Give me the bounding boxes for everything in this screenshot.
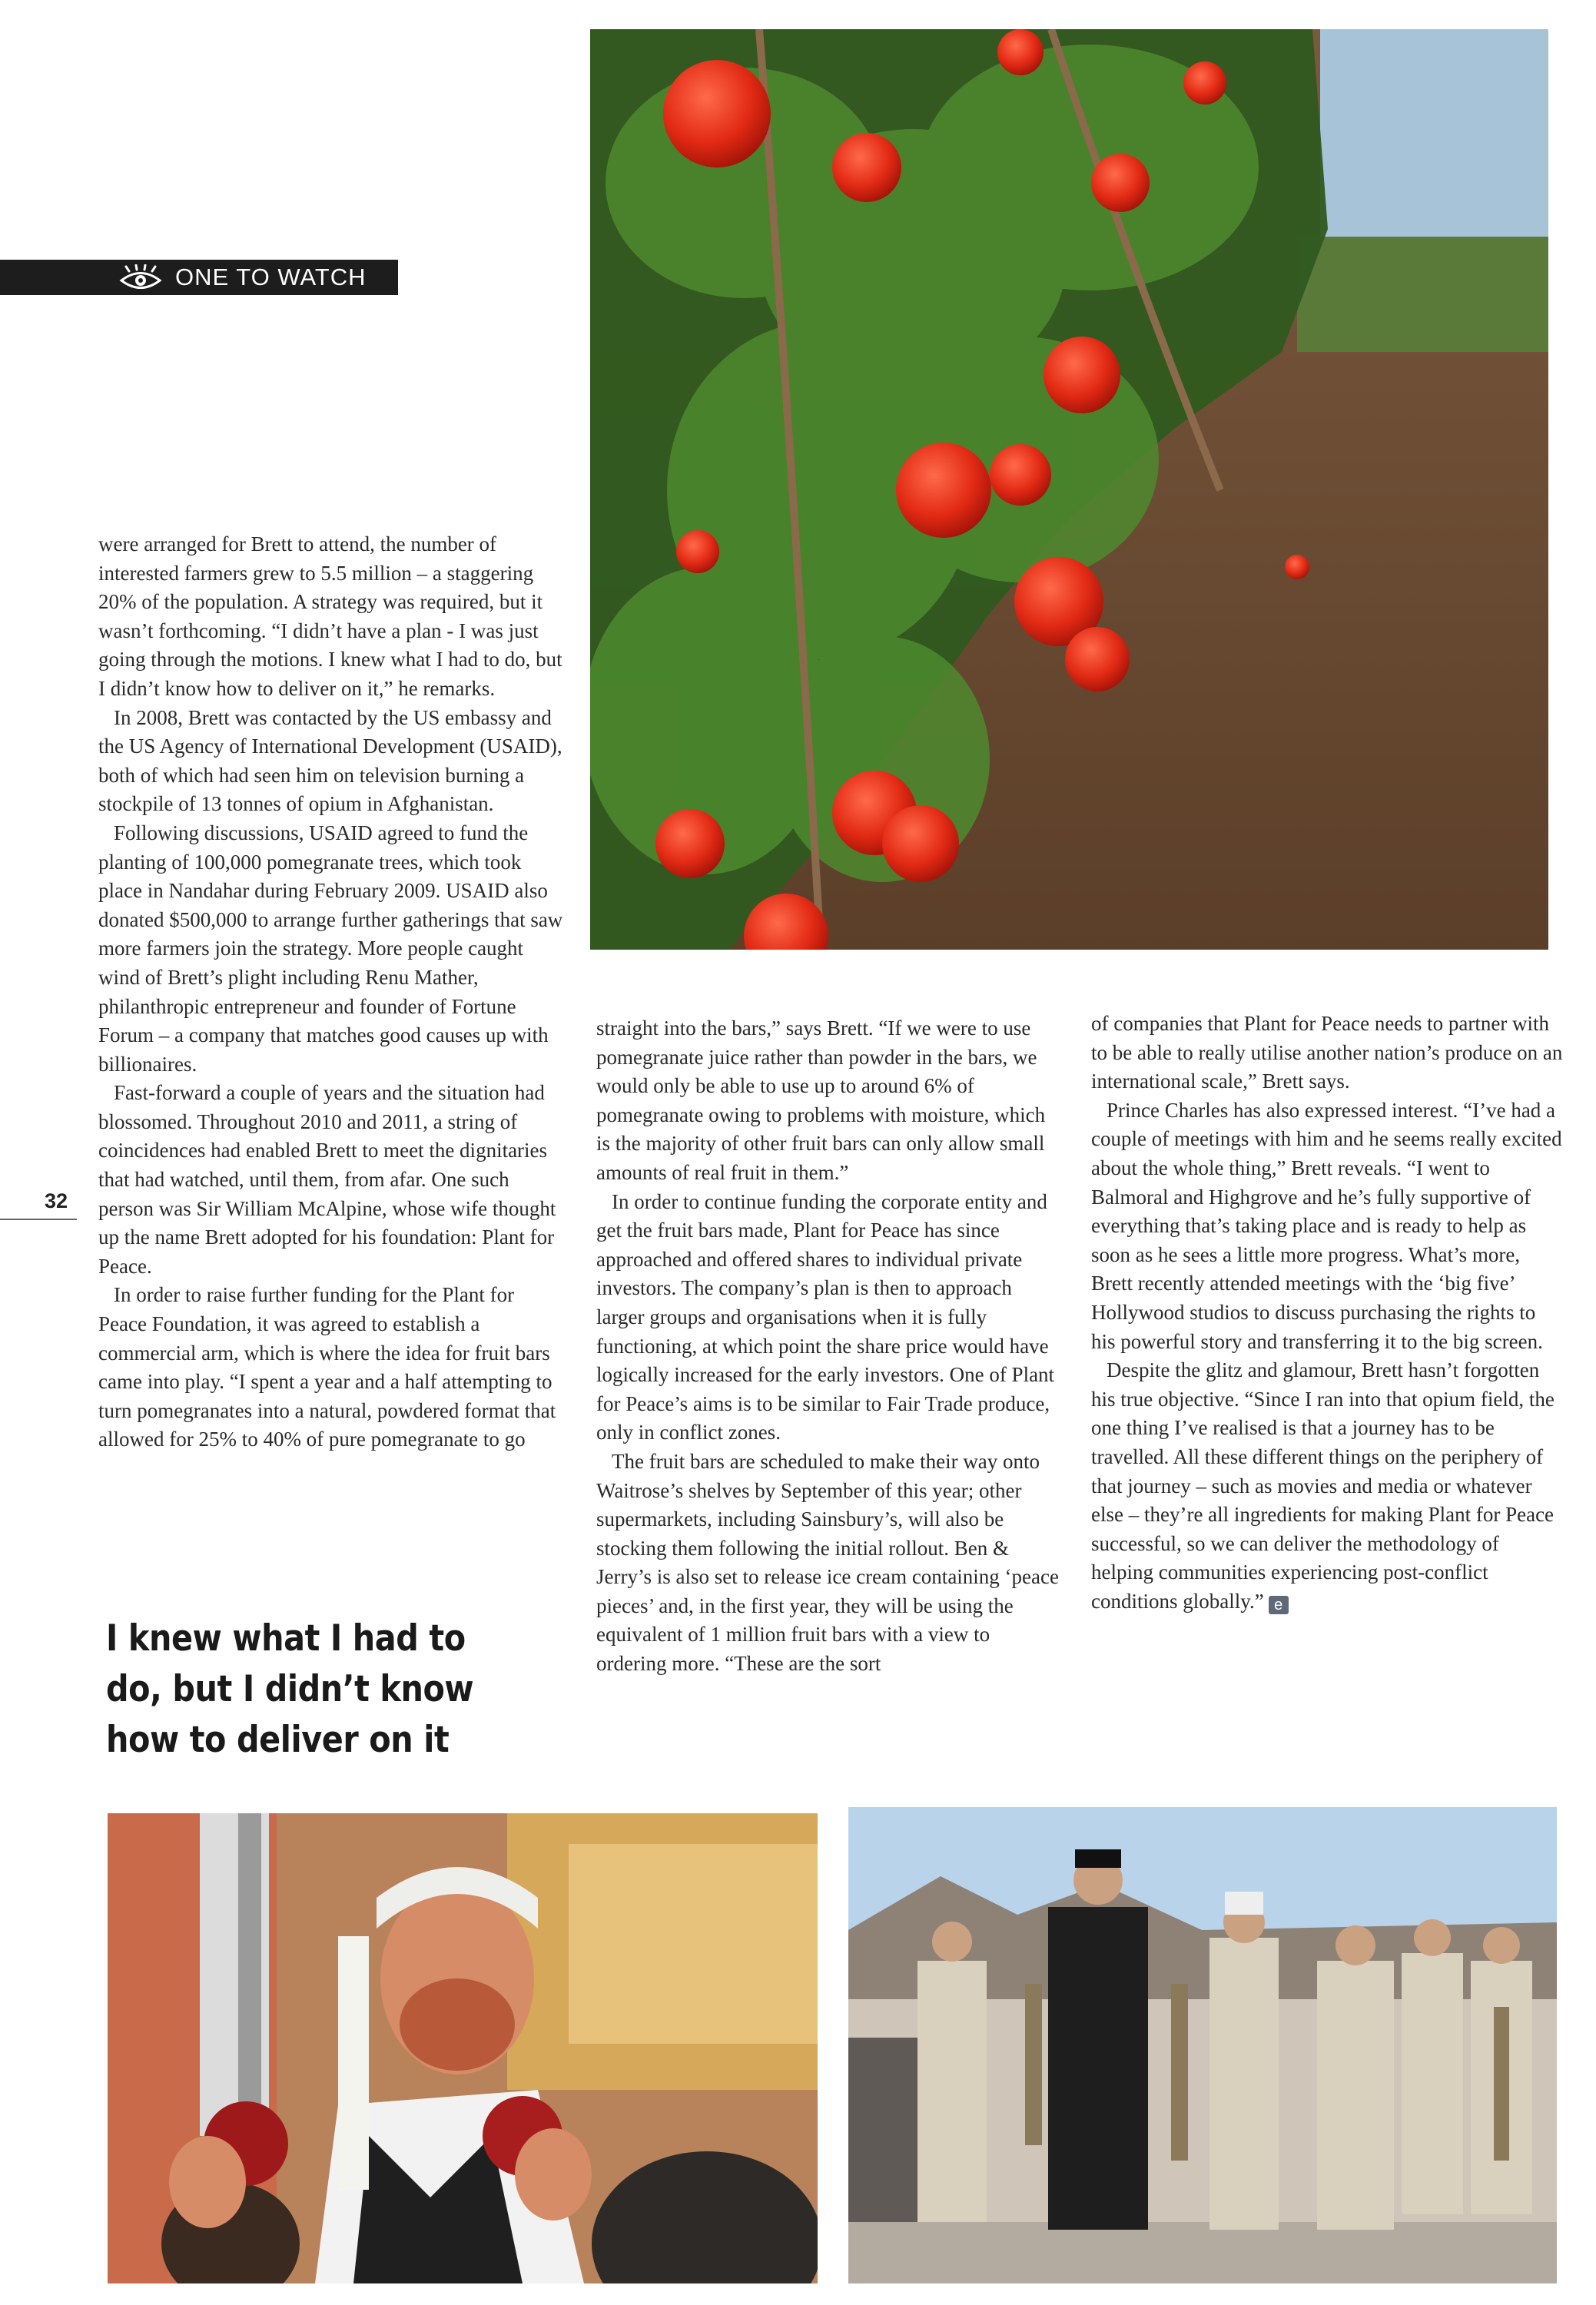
pull-quote: I knew what I had to do, but I didn’t know how to deliver on it	[106, 1617, 474, 1761]
article-paragraph: straight into the bars,” says Brett. “If we were to use pomegranate juice rather than powder in the bars, we would only be able to use up to around 6% of pomegranate owing to problems with moisture, which is the majority of other fruit bars can only allow small amounts of real fruit in them.”	[596, 1017, 1046, 1184]
page-number-rule	[0, 1219, 77, 1220]
eye-icon	[117, 264, 164, 292]
article-column-1	[98, 530, 567, 1454]
article-paragraph: Following discussions, USAID agreed to fund the planting of 100,000 pomegranate trees, which took place in Nandahar during February 2009. USAID also donated $500,000 to arrange further gatherings that saw more farmers join the strategy. More people caught wind of Brett’s plight including Renu Mather, philanthropic entrepreneur and founder of Fortune Forum – a company that matches good causes up with billionaires.	[98, 821, 563, 1076]
article-paragraph: were arranged for Brett to attend, the number of interested farmers grew to 5.5 million – a staggering 20% of the population. A strategy was required, but it wasn’t forthcoming. “I didn’t have a plan - I was just going through the motions. I knew what I had to do, but I didn’t know how to deliver on it,” he remarks.	[98, 532, 562, 700]
article-paragraph-text: Despite the glitz and glamour, Brett hasn’t forgotten his true objective. “Since I ran into that opium field, the one thing I’ve realised is that a journey has to be travelled. All these different things on the periphery of that journey – such as movies and media or whatever else – they’re all ingredients for making Plant for Peace successful, so we can deliver the methodology of helping communities experiencing post-conflict conditions globally.”	[1091, 1358, 1555, 1613]
article-paragraph: In order to continue funding the corporate entity and get the fruit bars made, Plant for Peace has since approached and offered shares to individual private investors. The company’s plan is then to approach larger groups and organisations when it is fully functioning, at which point the share price would have logically increased for the early investors. One of Plant for Peace’s aims is to be similar to Fair Trade produce, only in conflict zones.	[596, 1189, 1055, 1444]
article-paragraph: Prince Charles has also expressed interest. “I’ve had a couple of meetings with him and he seems really excited about the whole thing,” Brett reveals. “I went to Balmoral and Highgrove and he’s fully supportive of everything that’s taking place and is ready to help as soon as he sees a little more progress. What’s more, Brett recently attended meetings with the ‘big five’ Hollywood studios to discuss purchasing the rights to his powerful story and transferring it to the big screen.	[1091, 1098, 1562, 1353]
page-number: 32	[45, 1189, 68, 1212]
article-paragraph: of companies that Plant for Peace needs to partner with to be able to really utilise another nation’s produce on an international scale,” Brett says.	[1091, 1012, 1563, 1093]
article-column-2	[596, 1014, 1062, 1679]
pomegranate-tree-photo	[590, 29, 1548, 950]
article-paragraph: In 2008, Brett was contacted by the US embassy and the US Agency of International Development (USAID), both of which had seen him on television burning a stockpile of 13 tonnes of opium in Afghanistan.	[98, 705, 562, 816]
article-paragraph: Fast-forward a couple of years and the situation had blossomed. Throughout 2010 and 2011, a string of coincidences had enabled Brett to meet the dignitaries that had watched, until them, from afar. One such person was Sir William McAlpine, whose wife thought up the name Brett adopted for his foundation: Plant for Peace.	[98, 1081, 556, 1278]
article-paragraph	[1091, 1356, 1563, 1616]
end-mark-icon: e	[1269, 1596, 1289, 1614]
group-with-fish-photo	[848, 1807, 1557, 2283]
article-column-3	[1091, 1010, 1563, 1616]
man-holding-pomegranates-photo	[108, 1813, 818, 2283]
section-label: ONE TO WATCH	[175, 264, 367, 290]
article-paragraph: In order to raise further funding for the Plant for Peace Foundation, it was agreed to establish a commercial arm, which is where the idea for fruit bars came into play. “I spent a year and a half attempting to turn pomegranates into a natural, powdered format that allowed for 25% to 40% of pure pomegranate to go	[98, 1283, 556, 1451]
article-paragraph: The fruit bars are scheduled to make their way onto Waitrose’s shelves by September of this year; other supermarkets, including Sainsbury’s, will also be stocking them following the initial rollout. Ben & Jerry’s is also set to release ice cream containing ‘peace pieces’ and, in the first year, they will be using the equivalent of 1 million fruit bars with a view to ordering more. “These are the sort	[596, 1449, 1059, 1676]
section-tag	[0, 260, 398, 295]
